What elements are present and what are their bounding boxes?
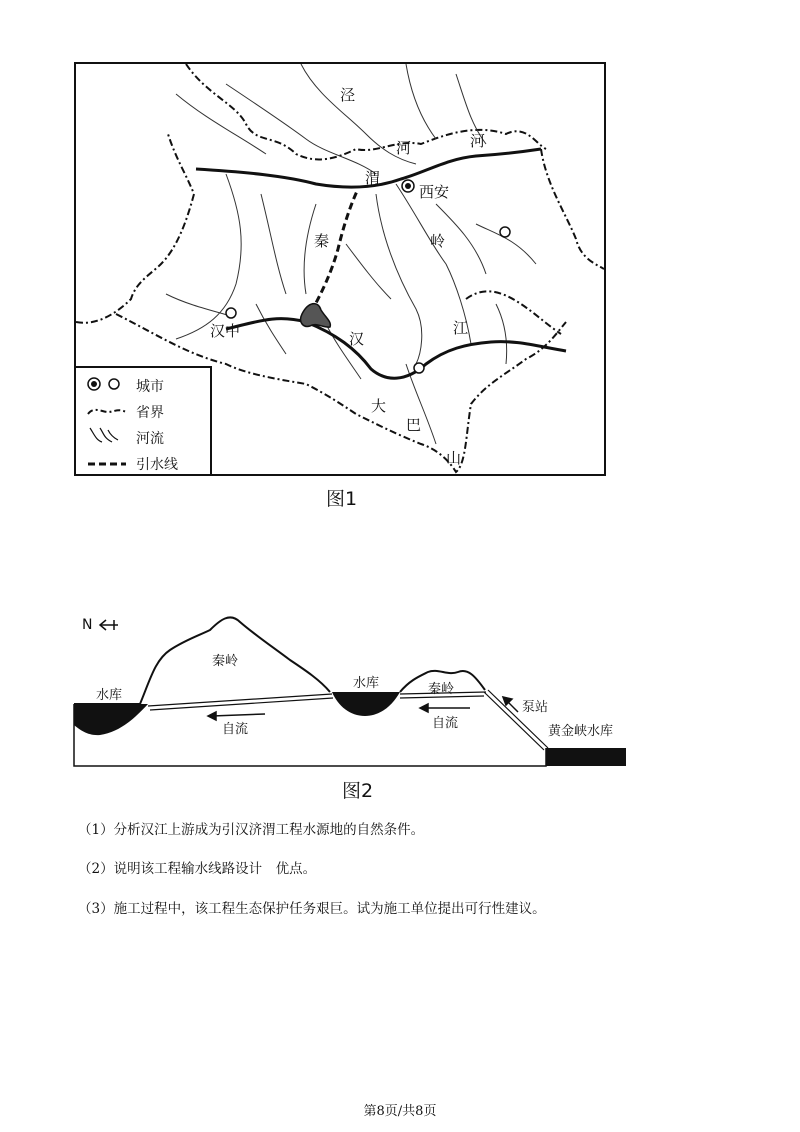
label-ziliu-left: 自流 bbox=[222, 722, 249, 737]
figure2-caption: 图2 bbox=[342, 780, 374, 802]
label-reservoir-middle: 水库 bbox=[353, 676, 380, 691]
province-border-inner bbox=[466, 291, 561, 334]
city-east-dot bbox=[500, 227, 510, 237]
reservoir-huangjinxia-shape bbox=[546, 748, 626, 766]
label-ling: 岭 bbox=[430, 232, 446, 250]
question-3: （3）施工过程中，该工程生态保护任务艰巨。试为施工单位提出可行性建议。 bbox=[78, 901, 546, 917]
label-he-right: 河 bbox=[470, 132, 486, 150]
label-wei: 渭 bbox=[365, 169, 381, 187]
label-xian: 西安 bbox=[419, 183, 450, 201]
legend-river-icon bbox=[90, 428, 118, 442]
map-legend bbox=[76, 366, 212, 476]
river-trib16 bbox=[346, 244, 391, 299]
legend-border-label: 省界 bbox=[136, 405, 164, 421]
river-trib14 bbox=[256, 304, 286, 354]
label-ziliu-right: 自流 bbox=[432, 716, 459, 731]
river-trib17 bbox=[166, 294, 231, 316]
river-trib6 bbox=[261, 194, 286, 294]
label-han: 汉 bbox=[349, 330, 365, 348]
reservoir-middle-shape bbox=[332, 692, 400, 716]
label-huangjinxia: 黄金峡水库 bbox=[548, 724, 614, 739]
reservoir-left-shape bbox=[74, 704, 148, 735]
label-jiang: 江 bbox=[453, 319, 469, 337]
profile-drawing bbox=[70, 600, 630, 772]
reservoir-shape bbox=[301, 304, 331, 328]
label-shan: 山 bbox=[446, 449, 462, 467]
label-jing: 泾 bbox=[340, 86, 356, 104]
legend-diversion-label: 引水线 bbox=[136, 457, 178, 473]
profile-frame bbox=[74, 704, 546, 766]
label-reservoir-left: 水库 bbox=[96, 688, 123, 703]
north-label: N bbox=[82, 617, 93, 633]
label-hanzhong: 汉中 bbox=[210, 322, 241, 340]
river-trib12 bbox=[496, 304, 507, 364]
page-footer: 第8页/共8页 bbox=[363, 1104, 437, 1119]
figure2-profile bbox=[70, 600, 630, 772]
city-south-dot bbox=[414, 363, 424, 373]
legend-river-label: 河流 bbox=[136, 431, 164, 447]
arrow-ziliu-right bbox=[420, 704, 470, 712]
river-trib8 bbox=[376, 194, 422, 364]
label-qinling-left: 秦岭 bbox=[212, 654, 239, 669]
arrow-pump bbox=[503, 697, 518, 712]
label-pump: 泵站 bbox=[522, 700, 549, 715]
north-arrow-icon bbox=[100, 620, 118, 630]
province-border-north bbox=[186, 64, 546, 159]
province-border-west bbox=[76, 134, 194, 323]
river-trib3 bbox=[406, 64, 436, 139]
label-ba: 巴 bbox=[406, 416, 422, 434]
legend-city-icon bbox=[88, 378, 119, 390]
label-he-left: 河 bbox=[396, 139, 412, 157]
province-border-east bbox=[541, 149, 604, 269]
legend-city-label: 城市 bbox=[136, 379, 164, 395]
legend-border-icon bbox=[88, 410, 126, 414]
label-da: 大 bbox=[371, 397, 387, 415]
tunnel-left bbox=[148, 694, 333, 710]
question-2: （2）说明该工程输水线路设计 优点。 bbox=[78, 861, 317, 877]
city-hanzhong-dot bbox=[226, 308, 236, 318]
question-1: （1）分析汉江上游成为引汉济渭工程水源地的自然条件。 bbox=[78, 822, 425, 838]
figure1-map bbox=[74, 62, 606, 476]
river-han-main bbox=[226, 319, 566, 379]
label-qin: 秦 bbox=[314, 232, 330, 250]
river-trib2 bbox=[176, 94, 266, 154]
label-qinling-right: 秦岭 bbox=[428, 682, 455, 697]
figure1-caption: 图1 bbox=[326, 488, 358, 510]
